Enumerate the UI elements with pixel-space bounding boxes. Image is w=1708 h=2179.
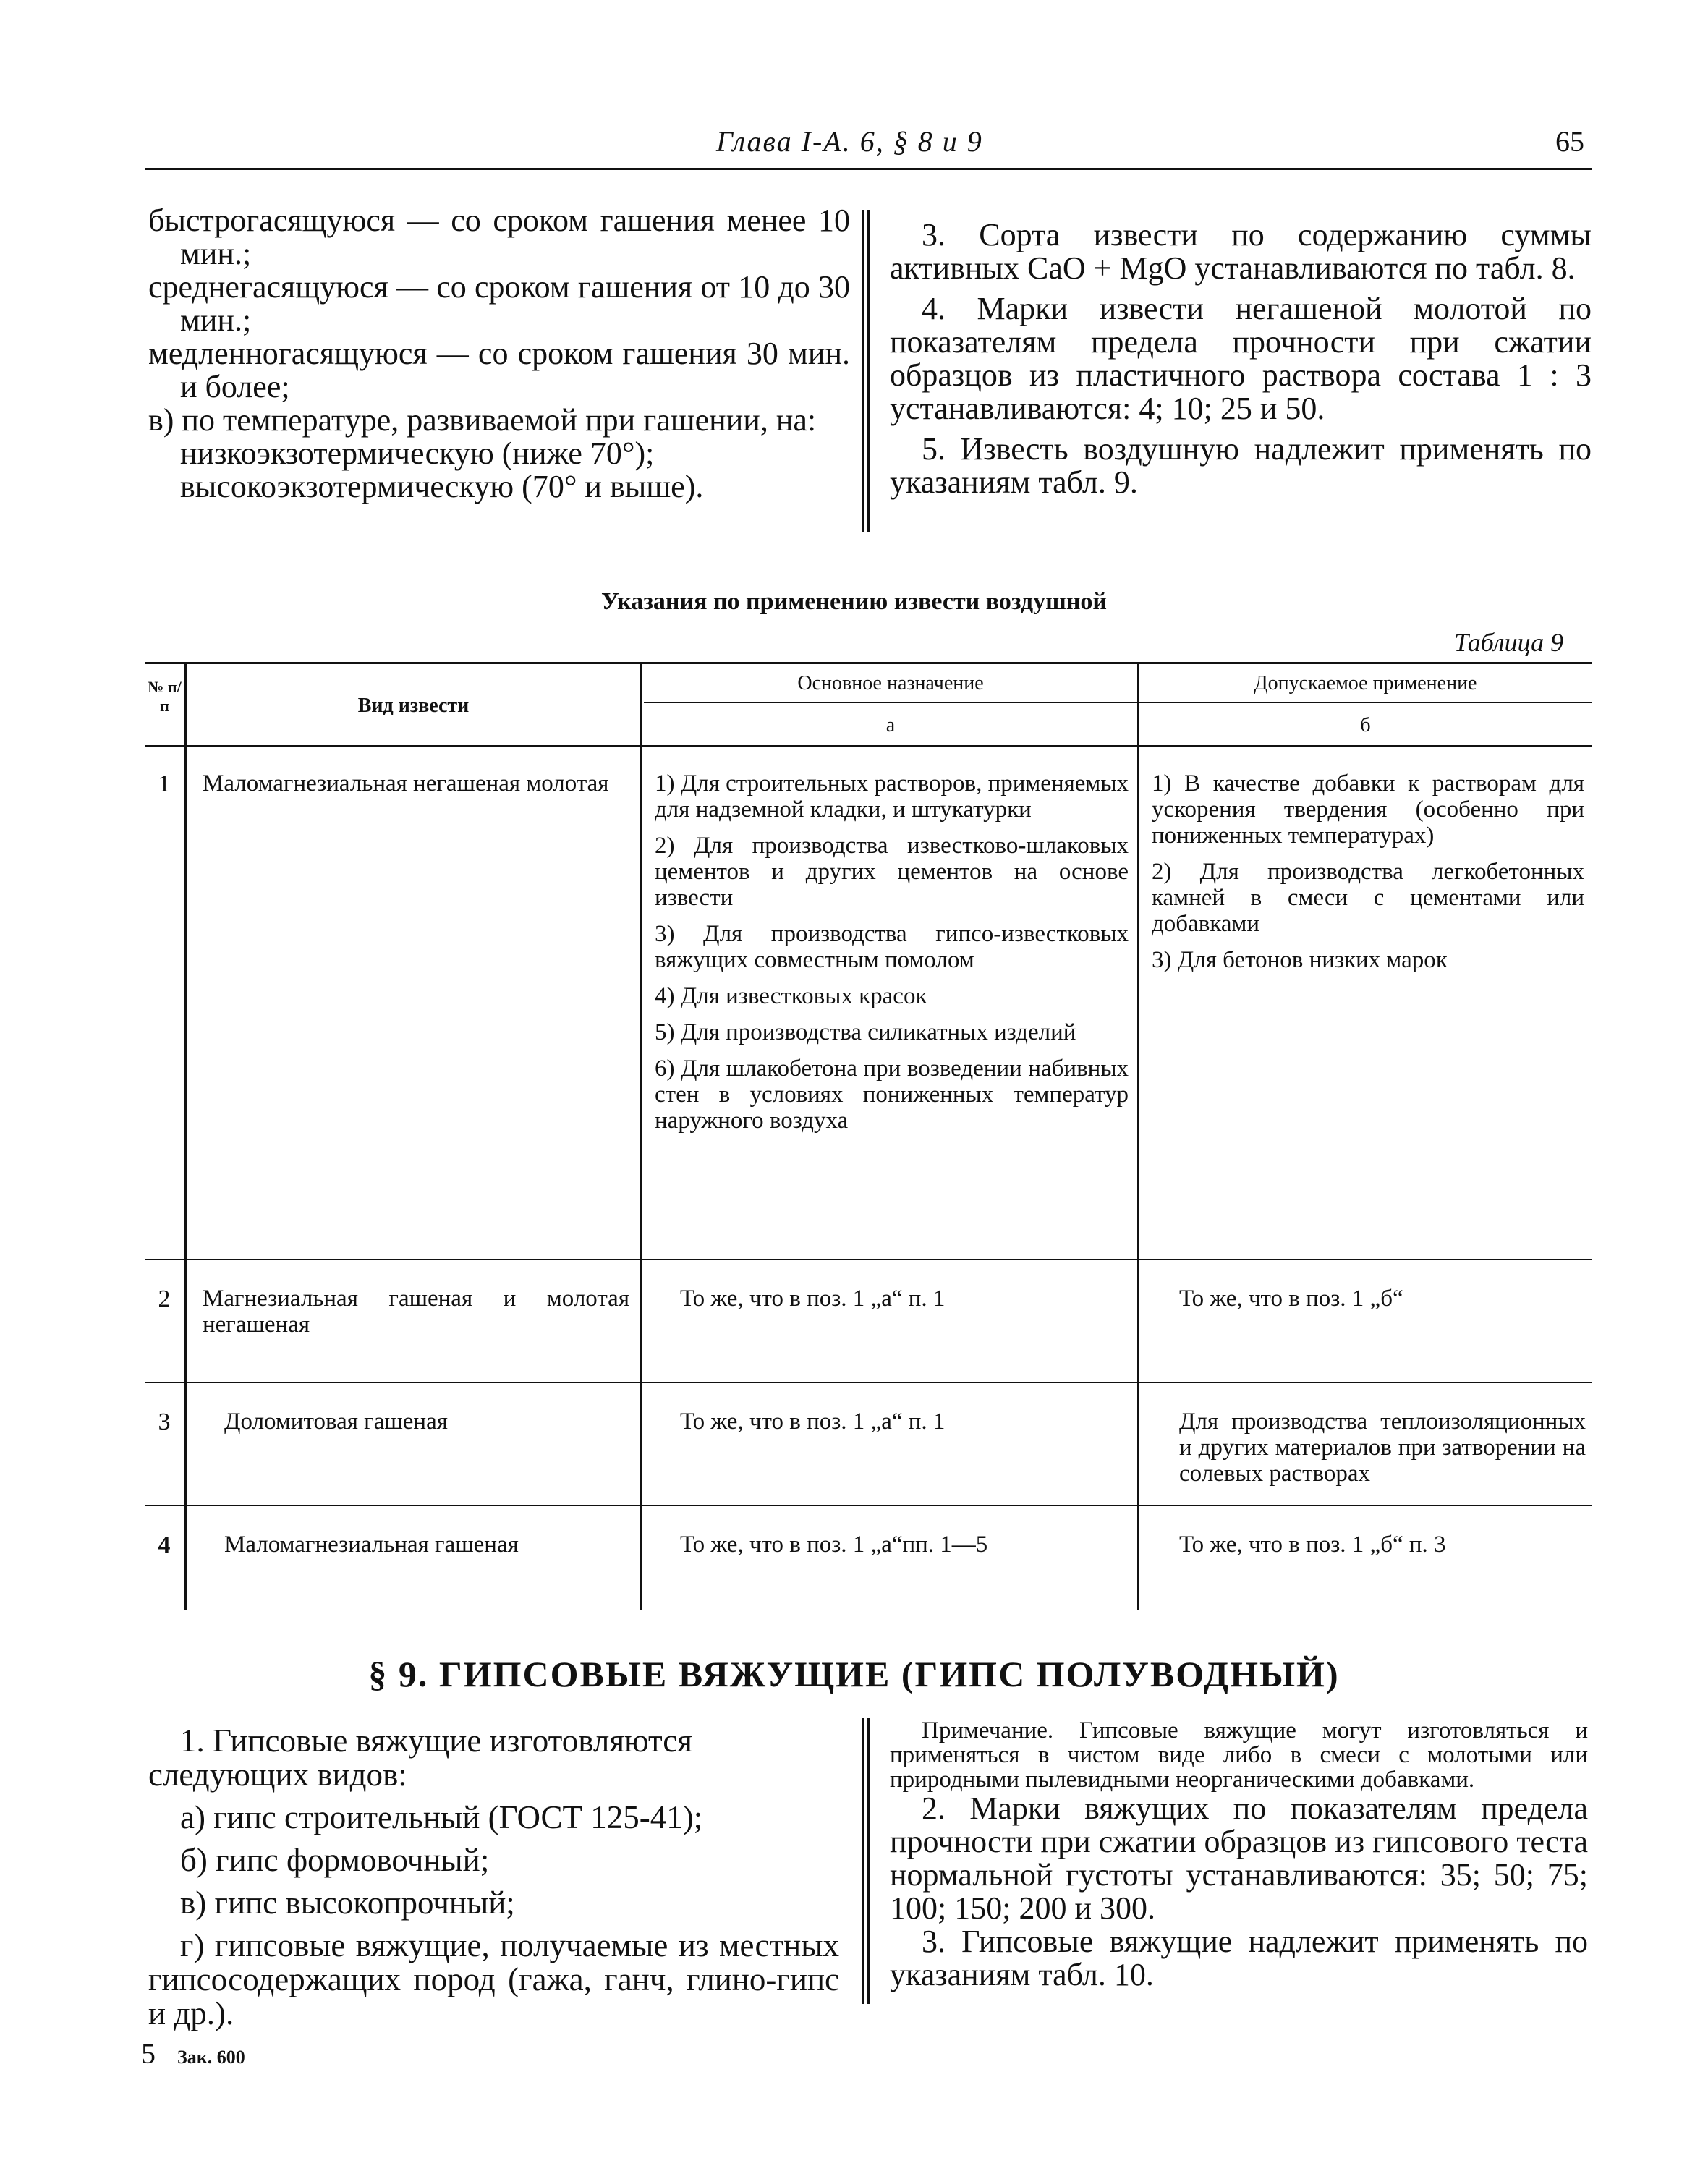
column-divider xyxy=(862,1718,870,2004)
row-main-use xyxy=(680,1286,1129,1322)
list-item: б) гипс формовочный; xyxy=(180,1842,490,1878)
use-item: 5) Для производства силикатных изделий xyxy=(655,1019,1076,1045)
row-kind: Маломагнезиальная негашеная молотая xyxy=(203,770,609,797)
header-allowed-use-sub: б xyxy=(1360,714,1371,736)
column-rule xyxy=(184,662,187,1610)
row-allowed-use xyxy=(1179,1532,1584,1568)
paragraph: 3. Сорта извести по содержанию суммы активных CaO + MgO устанавливаются по табл. 8. xyxy=(890,217,1592,286)
row-number: 1 xyxy=(158,770,171,797)
use-item: 4) Для известковых красок xyxy=(655,983,927,1009)
paragraph: 5. Известь воздушную надлежит применять по указаниям табл. 9. xyxy=(890,431,1592,500)
paragraph: 4. Марки извести негашеной молотой по показателям предела прочности при сжатии образцов из пластичного раствора состава 1 : 3 устанавливаются: 4; 10; 25 и 50. xyxy=(890,291,1592,426)
header-num: № п/п xyxy=(148,678,182,715)
table-top-rule xyxy=(145,662,1592,664)
paragraph: 3. Гипсовые вяжущие надлежит применять по указаниям табл. 10. xyxy=(890,1924,1588,1992)
row-kind: Магнезиальная гашеная и молотая негашеная xyxy=(203,1286,629,1338)
bottom-right-column xyxy=(890,1718,1588,1992)
text-line: быстрогасящуюся — со сроком гашения менее 10 мин.; xyxy=(148,203,850,271)
row-kind: Маломагнезиальная гашеная xyxy=(224,1532,519,1558)
use-item: Для производства теплоизоляционных и других материалов при затворении на солевых растворах xyxy=(1179,1409,1586,1487)
row-rule xyxy=(145,1505,1592,1506)
header-bottom-rule xyxy=(145,745,1592,747)
row-allowed-use xyxy=(1179,1286,1584,1322)
page-number: 65 xyxy=(1555,125,1584,158)
use-item: 2) Для производства известково-шлаковых цементов и других цементов на основе извести xyxy=(655,833,1129,911)
top-left-column xyxy=(148,204,850,504)
text-line: медленногасящуюся — со сроком гашения 30 мин. и более; xyxy=(148,336,850,404)
header-allowed-use: Допускаемое применение xyxy=(1254,672,1477,695)
use-item: То же, что в поз. 1 „а“ п. 1 xyxy=(680,1286,946,1312)
use-item: 1) В качестве добавки к растворам для ускорения твердения (особенно при пониженных температурах) xyxy=(1152,770,1584,849)
use-item: 2) Для производства легкобетонных камней в смеси с цементами или добавками xyxy=(1152,859,1584,937)
row-number: 3 xyxy=(158,1409,171,1435)
list-item: а) гипс строительный (ГОСТ 125-41); xyxy=(180,1799,703,1835)
top-right-column xyxy=(890,218,1592,499)
paragraph: 2. Марки вяжущих по показателям предела прочности при сжатии образцов из гипсового теста нормальной густоты устанавливаются: 35; 50; 75; 100; 150; 200 и 300. xyxy=(890,1791,1588,1926)
row-allowed-use xyxy=(1179,1409,1586,1497)
table-label: Таблица 9 xyxy=(1454,628,1564,657)
use-item: 1) Для строительных растворов, применяемых для надземной кладки, и штукатурки xyxy=(655,770,1129,823)
use-item: То же, что в поз. 1 „а“ п. 1 xyxy=(680,1409,946,1435)
list-item: г) гипсовые вяжущие, получаемые из местных гипсосодержащих пород (гажа, ганч, глино-гипс и др.). xyxy=(148,1927,839,2031)
table-caption: Указания по применению извести воздушной xyxy=(600,588,1107,615)
use-item: То же, что в поз. 1 „б“ п. 3 xyxy=(1179,1532,1446,1558)
use-item: 3) Для бетонов низких марок xyxy=(1152,947,1448,973)
row-number: 4 xyxy=(158,1532,171,1558)
text-line: среднегасящуюся — со сроком гашения от 10 до 30 мин.; xyxy=(148,269,850,338)
use-item: То же, что в поз. 1 „а“пп. 1—5 xyxy=(680,1532,988,1558)
column-rule xyxy=(640,662,642,1610)
use-item: 6) Для шлакобетона при возведении набивных стен в условиях пониженных температур наружного воздуха xyxy=(655,1055,1129,1134)
row-main-use xyxy=(680,1409,1129,1445)
running-head: Глава I-А. 6, § 8 и 9 xyxy=(716,125,983,158)
header-sub-rule xyxy=(644,702,1592,703)
header-main-use-sub: а xyxy=(885,714,896,736)
row-allowed-use xyxy=(1152,770,1584,983)
signature-mark: 5 xyxy=(141,2037,156,2070)
row-rule xyxy=(145,1382,1592,1383)
row-main-use xyxy=(680,1532,1129,1568)
column-divider xyxy=(862,210,870,532)
lime-usage-table xyxy=(145,662,1592,1621)
row-kind: Доломитовая гашеная xyxy=(224,1409,448,1435)
order-number: Зак. 600 xyxy=(177,2047,245,2068)
header-main-use: Основное назначение xyxy=(797,672,984,695)
header-kind: Вид извести xyxy=(357,695,470,717)
row-main-use xyxy=(655,770,1129,1144)
text-line: в) по температуре, развиваемой при гашении, на: xyxy=(148,402,817,438)
footer xyxy=(141,2036,245,2070)
row-number: 2 xyxy=(158,1286,171,1312)
paragraph: 1. Гипсовые вяжущие изготовляются следующих видов: xyxy=(148,1723,692,1793)
text-line: низкоэкзотермическую (ниже 70°); xyxy=(180,436,655,471)
column-rule xyxy=(1137,662,1139,1610)
use-item: То же, что в поз. 1 „б“ xyxy=(1179,1286,1403,1312)
use-item: 3) Для производства гипсо-известковых вяжущих совместным помолом xyxy=(655,921,1129,973)
bottom-left-column xyxy=(148,1724,839,2039)
section-title: § 9. ГИПСОВЫЕ ВЯЖУЩИЕ (ГИПС ПОЛУВОДНЫЙ) xyxy=(368,1654,1340,1694)
note: Примечание. Гипсовые вяжущие могут изготовляться и применяться в чистом виде либо в смеси с молотыми или природными пылевидными неорганическими добавками. xyxy=(890,1717,1588,1793)
row-rule xyxy=(145,1259,1592,1260)
text-line: высокоэкзотермическую (70° и выше). xyxy=(180,469,704,504)
list-item: в) гипс высокопрочный; xyxy=(180,1885,515,1921)
header-rule xyxy=(145,168,1592,170)
